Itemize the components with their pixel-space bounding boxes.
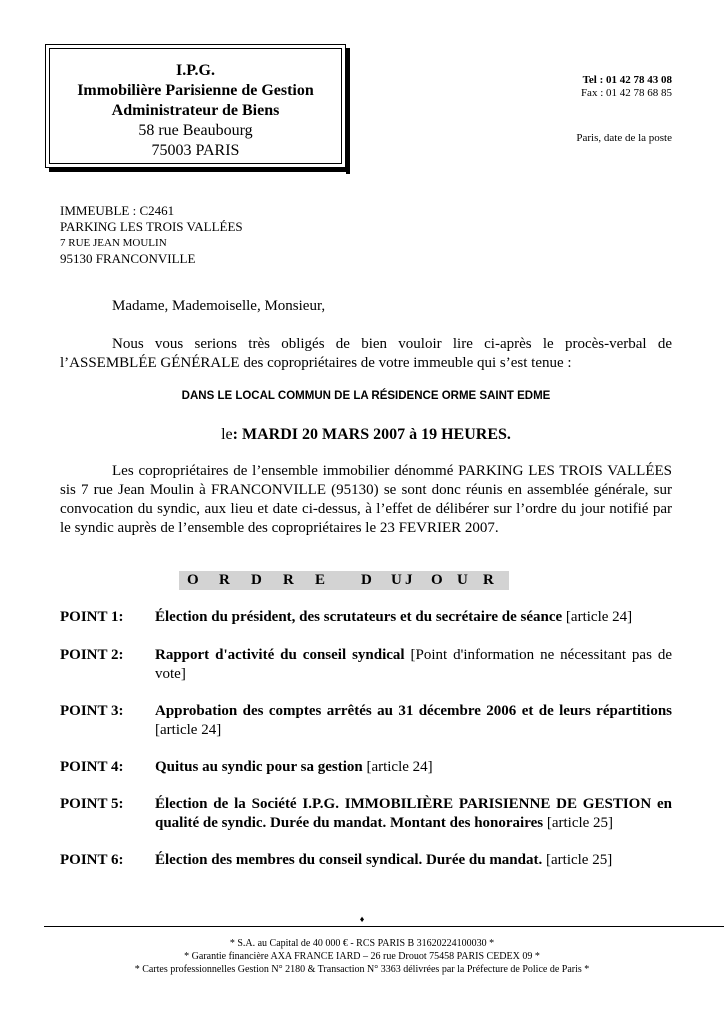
letter-date: Paris, date de la poste	[576, 132, 672, 144]
agenda-title-letter: R	[483, 572, 494, 588]
agenda-point-text: Approbation des comptes arrêtés au 31 décembre 2006 et de leurs répartitions [article 24]	[155, 703, 672, 738]
agenda-point-label: POINT 6:	[60, 852, 124, 868]
agenda-point-text: Rapport d'activité du conseil syndical [Point d'information ne nécessitant pas de vote]	[155, 647, 673, 682]
meeting-date-prefix: le	[221, 426, 233, 443]
intro-paragraph: Nous vous serions très obligés de bien vouloir lire ci-après le procès-verbal de l’ASSEMBLÉE GÉNÉRALE des copropriétaires de votre immeuble qui s’est tenue :	[60, 336, 672, 371]
company-full-name: Immobilière Parisienne de Gestion	[77, 82, 314, 99]
agenda-title-letter: D	[251, 572, 262, 588]
body-paragraph: Les copropriétaires de l’ensemble immobilier dénommé PARKING LES TROIS VALLÉES sis 7 rue Jean Moulin à FRANCONVILLE (95130) se sont donc réunis en assemblée générale, sur convocation du syndic, aux lieu et date ci-dessus, à l’effet de délibérer sur l’ordre du jour notifié par le syndic auprès de l’ensemble des copropriétaires le 23 FEVRIER 2007.	[60, 463, 672, 536]
building-city: 95130 FRANCONVILLE	[60, 251, 196, 266]
letterhead-shadow-bottom	[49, 168, 350, 172]
building-street: 7 RUE JEAN MOULIN	[60, 237, 167, 249]
agenda-title-letter: R	[283, 572, 294, 588]
building-address	[60, 203, 243, 267]
footer-diamond-icon: ♦	[359, 914, 365, 924]
agenda-point-text: Quitus au syndic pour sa gestion [article 24]	[155, 759, 433, 775]
agenda-point-label: POINT 2:	[60, 647, 124, 663]
agenda-title-letter: D	[361, 572, 372, 588]
salutation: Madame, Mademoiselle, Monsieur,	[112, 298, 326, 314]
company-role: Administrateur de Biens	[111, 102, 280, 119]
meeting-date-text: : MARDI 20 MARS 2007 à 19 HEURES.	[232, 426, 511, 443]
agenda-point-text: Élection des membres du conseil syndical. Durée du mandat. [article 25]	[155, 852, 613, 868]
contact-tel: Tel : 01 42 78 43 08	[582, 74, 672, 86]
company-city: 75003 PARIS	[151, 142, 240, 159]
agenda-title-letter: J	[405, 572, 413, 588]
agenda-point-label: POINT 3:	[60, 703, 124, 719]
agenda-title-letter: O	[187, 572, 199, 588]
agenda-point-label: POINT 5:	[60, 796, 124, 812]
agenda-point-label: POINT 4:	[60, 759, 124, 775]
building-name: PARKING LES TROIS VALLÉES	[60, 219, 243, 234]
meeting-location: DANS LE LOCAL COMMUN DE LA RÉSIDENCE ORME SAINT EDME	[181, 390, 551, 402]
agenda-title-letter: R	[219, 572, 230, 588]
footer-rule	[44, 926, 724, 927]
agenda-title-letter: U	[391, 572, 402, 588]
company-street: 58 rue Beaubourg	[138, 122, 253, 139]
footer-line-2: * Garantie financière AXA FRANCE IARD – 26 rue Drouot 75458 PARIS CEDEX 09 *	[184, 951, 540, 962]
agenda-point-label: POINT 1:	[60, 609, 124, 625]
footer-line-3: * Cartes professionnelles Gestion N° 2180 & Transaction N° 3363 délivrées par la Préfecture de Police de Paris *	[134, 964, 590, 975]
agenda-point-text: Élection de la Société I.P.G. IMMOBILIÈRE PARISIENNE DE GESTION en qualité de syndic. Durée du mandat. Montant des honoraires [article 25]	[155, 796, 672, 831]
agenda-point-text: Élection du président, des scrutateurs et du secrétaire de séance [article 24]	[155, 609, 633, 625]
agenda-title-letter: O	[431, 572, 443, 588]
agenda-title-letter: U	[457, 572, 468, 588]
letterhead-inner	[49, 48, 342, 164]
footer-line-1: * S.A. au Capital de 40 000 € - RCS PARIS B 31620224100030 *	[229, 938, 495, 949]
contact-fax: Fax : 01 42 78 68 85	[580, 87, 672, 99]
building-id: IMMEUBLE : C2461	[60, 203, 175, 218]
letterhead-box	[45, 44, 352, 174]
letterhead-shadow-right	[346, 48, 350, 174]
meeting-date	[60, 426, 672, 444]
agenda-title-letter: E	[315, 572, 326, 588]
agenda-title	[179, 571, 509, 590]
company-short-name: I.P.G.	[176, 62, 215, 79]
